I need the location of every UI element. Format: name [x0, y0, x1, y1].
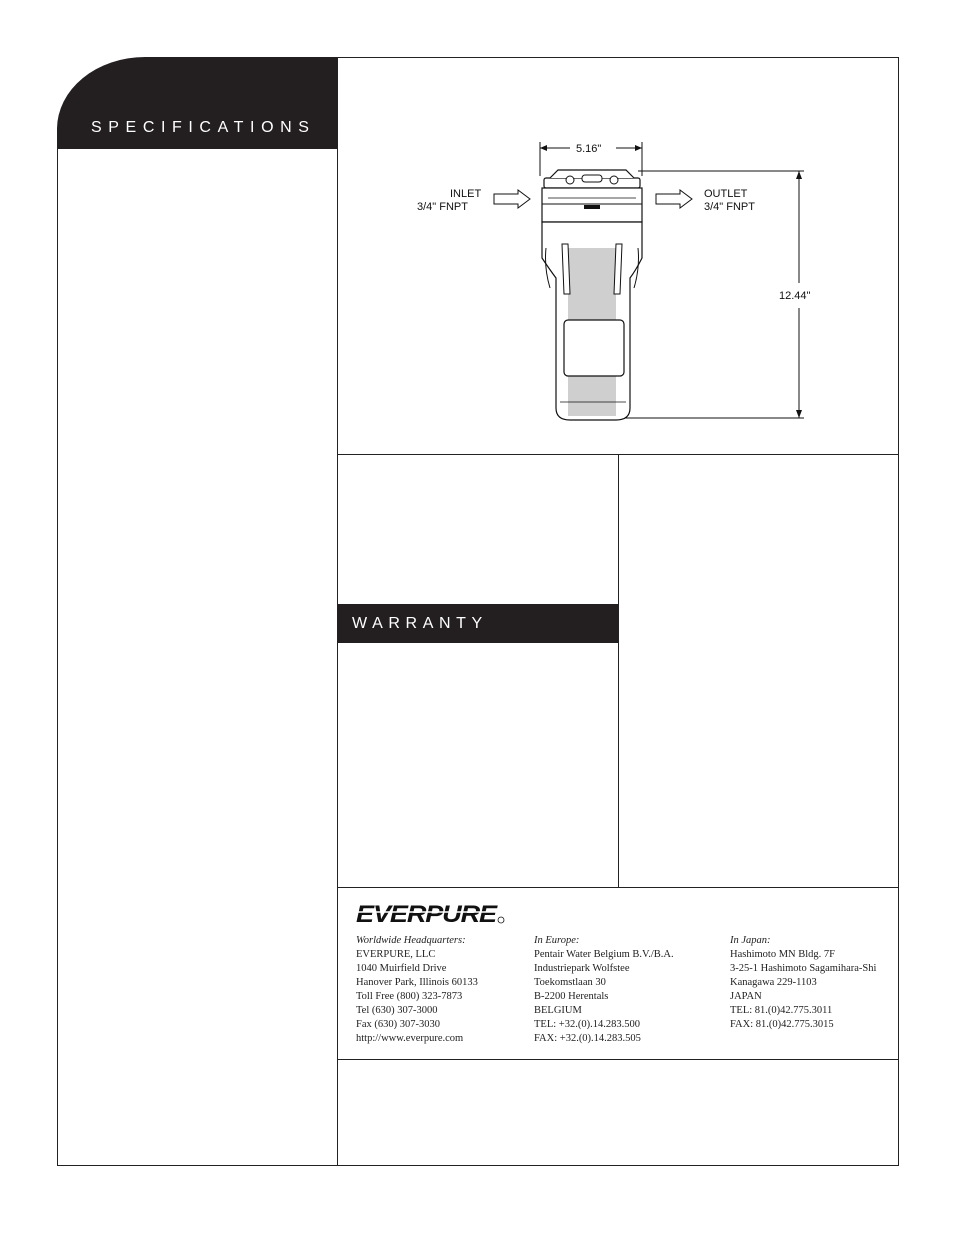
contact-line: Fax (630) 307-3030	[356, 1019, 440, 1030]
contact-line: JAPAN	[730, 991, 762, 1002]
europe-contact	[534, 934, 674, 1046]
contact-line: Toll Free (800) 323-7873	[356, 991, 463, 1002]
contact-bottom-divider	[337, 1059, 899, 1060]
contact-line: B-2200 Herentals	[534, 991, 609, 1002]
contact-line: FAX: 81.(0)42.775.3015	[730, 1019, 834, 1030]
specifications-title: SPECIFICATIONS	[91, 119, 316, 136]
japan-contact	[730, 934, 876, 1032]
right-border	[898, 57, 899, 1166]
worldwide-heading: Worldwide Headquarters:	[356, 935, 466, 946]
website-link[interactable]: http://www.everpure.com	[356, 1033, 464, 1044]
contact-line: TEL: 81.(0)42.775.3011	[730, 1005, 833, 1016]
contact-line: Kanagawa 229-1103	[730, 977, 817, 988]
contact-line: EVERPURE, LLC	[356, 949, 436, 960]
contact-line: FAX: +32.(0).14.283.505	[534, 1033, 641, 1044]
width-dimension-label: 5.16"	[576, 143, 602, 155]
contact-line: Pentair Water Belgium B.V./B.A.	[534, 949, 674, 960]
contact-line: 3-25-1 Hashimoto Sagamihara-Shi	[730, 963, 877, 974]
contact-line: 1040 Muirfield Drive	[356, 963, 447, 974]
inlet-size-label: 3/4" FNPT	[417, 201, 468, 213]
svg-text:EVERPURE: EVERPURE	[356, 901, 499, 926]
filter-drawing	[338, 58, 898, 454]
everpure-logo	[356, 900, 506, 926]
contact-line: Industriepark Wolfstee	[534, 963, 630, 974]
europe-heading: In Europe:	[534, 935, 580, 946]
middle-divider	[618, 454, 619, 887]
height-dimension-label: 12.44"	[779, 290, 811, 302]
contact-line: Hashimoto MN Bldg. 7F	[730, 949, 836, 960]
contact-top-divider	[337, 887, 899, 888]
worldwide-contact	[356, 934, 478, 1046]
left-border	[57, 148, 58, 1166]
inlet-label: INLET	[450, 188, 482, 200]
warranty-header	[338, 604, 618, 643]
filter-housing-diagram	[338, 58, 898, 454]
outlet-size-label: 3/4" FNPT	[704, 201, 755, 213]
contact-line: Tel (630) 307-3000	[356, 1005, 438, 1016]
outlet-label: OUTLET	[704, 188, 748, 200]
contact-line: TEL: +32.(0).14.283.500	[534, 1019, 640, 1030]
specifications-header	[57, 57, 337, 149]
contact-line: BELGIUM	[534, 1005, 582, 1016]
contact-line: Toekomstlaan 30	[534, 977, 606, 988]
bottom-border	[57, 1165, 899, 1166]
japan-heading: In Japan:	[730, 935, 771, 946]
warranty-title: WARRANTY	[352, 615, 488, 632]
contact-line: Hanover Park, Illinois 60133	[356, 977, 478, 988]
